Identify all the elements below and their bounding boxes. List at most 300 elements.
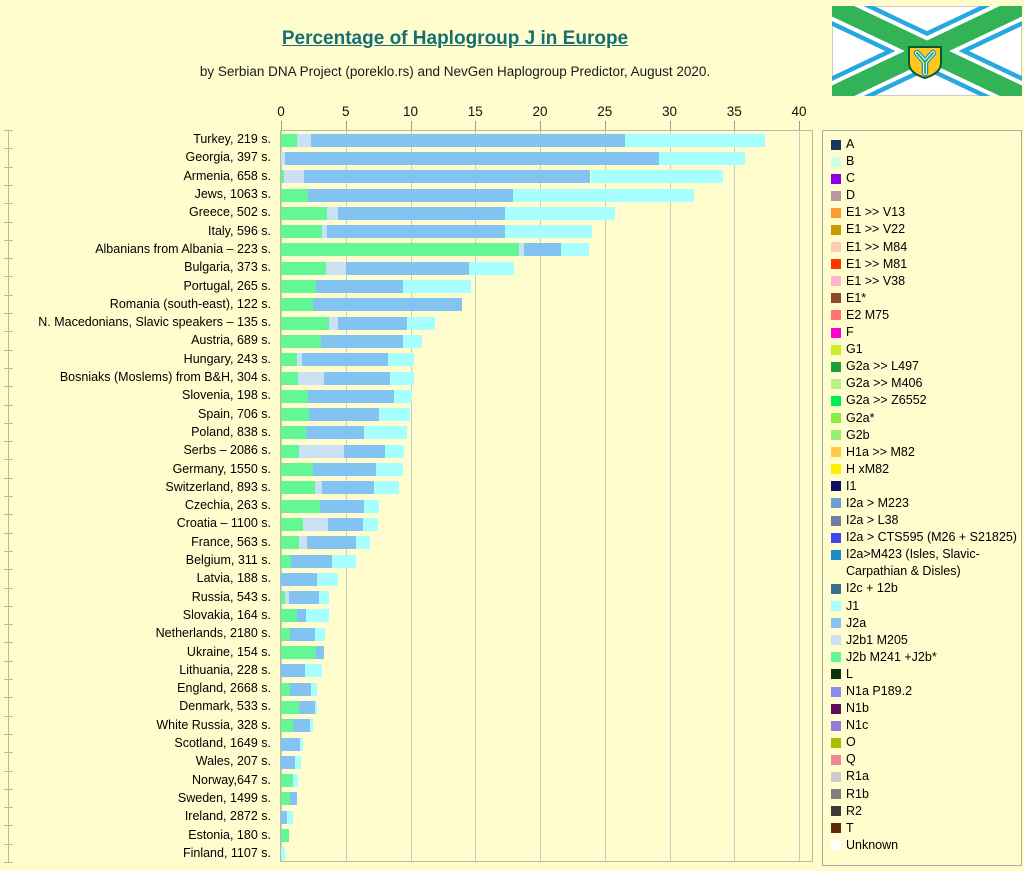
bar-segment-j2a [328,518,363,531]
legend-entry [831,666,1019,683]
bar-segment-j2a [306,426,364,439]
legend-color-chip [831,396,841,406]
legend-label: J1 [846,598,860,613]
legend-entry [831,786,1019,803]
legend-entry [831,529,1019,546]
row-label: Ireland, 2872 s. [184,809,271,824]
x-axis-tick-mark [670,121,671,130]
bar-segment-j1 [469,262,514,275]
row-label: Slovakia, 164 s. [182,607,271,622]
bar-segment-j2b-m241-j2b- [281,628,290,641]
bar-segment-j1 [319,591,329,604]
x-axis-tick-mark [411,121,412,130]
x-axis-tick-label: 20 [532,104,548,119]
bar-segment-j1 [407,317,435,330]
bar-segment-j2b-m241-j2b- [281,262,326,275]
bar-segment-j2b-m241-j2b- [281,536,299,549]
bar-segment-j1 [390,372,414,385]
bar-segment-j2a [285,152,659,165]
legend-color-chip [831,140,841,150]
bar-segment-j1 [300,738,303,751]
legend-color-chip [831,174,841,184]
bar-segment-j2a [308,390,394,403]
bar-segment-j1 [364,500,380,513]
bar-segment-j2b-m241-j2b- [281,500,320,513]
row-label: Czechia, 263 s. [184,498,271,513]
x-axis-tick-mark [346,121,347,130]
legend-color-chip [831,806,841,816]
bar-segment-j1 [293,774,299,787]
legend-color-chip [831,840,841,850]
bar-segment-j2b-m241-j2b- [281,683,290,696]
row-label: Slovenia, 198 s. [182,388,271,403]
row-label: Bosniaks (Moslems) from B&H, 304 s. [59,370,271,385]
row-label: Hungary, 243 s. [183,351,271,366]
bar-segment-j1 [363,518,379,531]
legend-label: E1* [846,290,867,305]
bar-segment-j1 [311,683,317,696]
bar-segment-j1 [394,390,412,403]
bar-segment-j1 [332,555,357,568]
bar-segment-j1 [561,243,589,256]
bar-segment-j1 [403,280,471,293]
legend-entry [831,615,1019,632]
row-label: Lithuania, 228 s. [179,662,271,677]
x-axis-tick-label: 40 [791,104,807,119]
legend-label: G2a >> L497 [846,359,919,374]
legend-color-chip [831,550,841,560]
bar-segment-j1 [376,463,404,476]
bar-segment-j2b-m241-j2b- [281,646,316,659]
x-axis-tick-label: 30 [661,104,678,119]
bar-segment-j2b-m241-j2b- [281,372,298,385]
x-axis-tick-label: 0 [277,104,285,119]
legend-entry [831,734,1019,751]
legend-entry [831,375,1019,392]
legend-color-chip [831,669,841,679]
bar-segment-j2a [321,335,403,348]
bar-segment-j1 [513,189,694,202]
bar-segment-j2a [281,573,317,586]
row-label: Armenia, 658 s. [183,168,271,183]
bar-segment-j2b-m241-j2b- [281,829,289,842]
row-label: Scotland, 1649 s. [174,736,271,751]
legend-entry [831,256,1019,273]
legend-entry [831,136,1019,153]
legend-color-chip [831,447,841,457]
legend-color-chip [831,345,841,355]
bar-segment-j2a [299,701,315,714]
bar-segment-j2a [316,646,324,659]
bar-segment-j2a [327,225,505,238]
legend-label: I2a > M223 [846,495,909,510]
legend-entry [831,204,1019,221]
legend-entry [831,239,1019,256]
chart-title: Percentage of Haplogroup J in Europe [281,28,629,49]
x-axis-tick-mark [799,121,800,130]
bar-segment-j1 [505,225,592,238]
legend-entry [831,546,1019,580]
legend-label: N1b [846,701,869,716]
bar-segment-j2b1-m205 [315,481,322,494]
serbian-dna-project-flag-logo [832,6,1022,96]
bar-segment-j1 [591,170,723,183]
bar-segment-j1 [403,335,422,348]
bar-segment-j2b-m241-j2b- [281,774,293,787]
legend-label: I2a>M423 (Isles, Slavic-Carpathian & Disles) [846,547,980,579]
bar-segment-j2b-m241-j2b- [281,335,321,348]
bar-segment-j2b-m241-j2b- [281,426,306,439]
gridline [605,131,606,861]
bar-segment-j1 [317,573,338,586]
bar-segment-j2b-m241-j2b- [281,463,313,476]
row-label: Albanians from Albania – 223 s. [95,241,271,256]
bar-segment-j2b1-m205 [299,445,344,458]
bar-segment-j1 [659,152,744,165]
row-label: Wales, 207 s. [195,754,271,769]
chart-subtitle: by Serbian DNA Project (poreklo.rs) and NevGen Haplogroup Predictor, August 2020. [199,64,711,79]
legend-entry [831,700,1019,717]
flag-shield [909,47,941,78]
bar-segment-j2a [281,756,295,769]
bar-segment-j1 [306,609,329,622]
legend-color-chip [831,157,841,167]
legend-label: L [846,666,853,681]
legend-color-chip [831,687,841,697]
legend-color-chip [831,379,841,389]
x-axis-tick-label: 25 [597,104,613,119]
legend-label: D [846,188,856,203]
x-axis-tick-mark [540,121,541,130]
legend-label: Unknown [846,837,899,852]
category-axis-tick [4,862,13,863]
bar-segment-j2b-m241-j2b- [281,481,315,494]
legend-entry [831,768,1019,785]
bar-segment-j2b-m241-j2b- [281,280,316,293]
row-label: Denmark, 533 s. [179,699,271,714]
legend-color-chip [831,259,841,269]
bar-segment-j2b-m241-j2b- [281,298,313,311]
legend-label: G2a >> Z6552 [846,393,927,408]
bar-segment-j2b-m241-j2b- [281,207,327,220]
legend-color-chip [831,464,841,474]
bar-segment-j2b-m241-j2b- [281,609,297,622]
legend-entry [831,495,1019,512]
x-axis-tick-mark [734,121,735,130]
bar-segment-j2a [302,353,389,366]
legend-color-chip [831,413,841,423]
legend-entry [831,580,1019,597]
x-axis-tick-mark [281,121,282,130]
legend-color-chip [831,276,841,286]
legend-color-chip [831,704,841,714]
legend-label: Q [846,752,856,767]
bar-segment-j2a [338,207,505,220]
bar-segment-j1 [356,536,370,549]
bar-segment-j2b-m241-j2b- [281,225,322,238]
legend-entry [831,410,1019,427]
row-label: Poland, 838 s. [191,424,271,439]
bar-segment-j1 [364,426,407,439]
bar-segment-j2a [346,262,469,275]
bar-segment-j2b-m241-j2b- [281,134,297,147]
bar-segment-j2a [322,481,374,494]
legend-label: H xM82 [846,461,890,476]
bar-segment-j2b-m241-j2b- [281,189,308,202]
legend-label: C [846,171,856,186]
bar-segment-j2b1-m205 [326,262,345,275]
legend-entry [831,290,1019,307]
legend-color-chip [831,328,841,338]
row-label: England, 2668 s. [177,681,271,696]
legend-label: F [846,325,854,340]
row-label: Russia, 543 s. [191,589,271,604]
legend-entry [831,683,1019,700]
bar-segment-j2a [308,189,513,202]
legend-label: B [846,154,855,169]
legend-entry [831,341,1019,358]
bar-segment-j2a [344,445,384,458]
bar-segment-j2a [281,738,300,751]
bar-segment-j2b1-m205 [299,536,307,549]
legend-label: I2a > L38 [846,513,899,528]
legend-color-chip [831,823,841,833]
bar-segment-j2a [316,280,403,293]
bar-segment-j2b-m241-j2b- [281,317,329,330]
legend-color-chip [831,618,841,628]
bar-segment-j2a [320,500,364,513]
bar-segment-j1 [305,664,322,677]
legend-entry [831,632,1019,649]
legend-label: R1b [846,786,869,801]
bar-segment-j2b1-m205 [303,518,328,531]
legend-label: I2c + 12b [846,581,898,596]
bar-segment-j2b1-m205 [297,134,311,147]
bar-segment-j1 [625,134,765,147]
legend-entry [831,170,1019,187]
x-axis-tick-mark [605,121,606,130]
bar-segment-j1 [388,353,414,366]
legend-color-chip [831,601,841,611]
row-label: Austria, 689 s. [191,333,271,348]
legend-label: G2a >> M406 [846,376,923,391]
bar-segment-j2b1-m205 [329,317,338,330]
legend-entry [831,803,1019,820]
legend-entry [831,837,1019,854]
legend-color-chip [831,516,841,526]
row-label: Serbs – 2086 s. [183,443,271,458]
row-label: Germany, 1550 s. [172,461,271,476]
legend-label: H1a >> M82 [846,444,915,459]
row-label: Bulgaria, 373 s. [184,260,271,275]
row-label: Jews, 1063 s. [194,187,271,202]
bar-segment-j2b-m241-j2b- [281,719,293,732]
gridline [475,131,476,861]
legend-color-chip [831,789,841,799]
legend-entry [831,358,1019,375]
row-label: Belgium, 311 s. [185,553,271,568]
legend-color-chip [831,481,841,491]
legend-label: R2 [846,803,862,818]
legend [822,130,1022,866]
legend-label: R1a [846,769,869,784]
row-label: Spain, 706 s. [198,406,271,421]
legend-color-chip [831,635,841,645]
bar-segment-j2a [307,536,356,549]
row-label: Latvia, 188 s. [196,571,271,586]
bar-segment-j2a [304,170,591,183]
bar-segment-j2b-m241-j2b- [281,408,309,421]
legend-entry [831,717,1019,734]
bar-segment-j2a [324,372,390,385]
legend-entry [831,461,1019,478]
bar-segment-j1 [374,481,399,494]
legend-label: E1 >> V22 [846,222,906,237]
bar-segment-j1 [379,408,410,421]
row-label: Portugal, 265 s. [183,278,271,293]
legend-color-chip [831,772,841,782]
legend-color-chip [831,584,841,594]
gridline [734,131,735,861]
row-label: Turkey, 219 s. [193,132,271,147]
row-label: Norway,647 s. [192,772,271,787]
legend-entry [831,273,1019,290]
bar-segment-j2a [313,298,462,311]
bar-segment-j2a [281,664,305,677]
legend-label: I2a > CTS595 (M26 + S21825) [846,530,1017,545]
legend-color-chip [831,755,841,765]
x-axis-tick-label: 15 [467,104,483,119]
row-label: France, 563 s. [191,534,271,549]
legend-entry [831,598,1019,615]
legend-entry [831,444,1019,461]
bar-segment-j1 [281,847,285,860]
row-label: Georgia, 397 s. [185,150,271,165]
legend-color-chip [831,310,841,320]
legend-entry [831,478,1019,495]
gridline [799,131,800,861]
bar-segment-j1 [310,719,313,732]
legend-label: G2b [846,427,870,442]
legend-label: J2b M241 +J2b* [846,649,937,664]
row-label: Italy, 596 s. [208,223,271,238]
bar-segment-j2a [291,555,331,568]
legend-color-chip [831,430,841,440]
bar-segment-j2a [309,408,379,421]
legend-label: T [846,820,854,835]
legend-color-chip [831,738,841,748]
x-axis-tick-mark [475,121,476,130]
legend-entry [831,512,1019,529]
bar-segment-j2a [289,591,319,604]
bar-segment-j2b-m241-j2b- [281,445,299,458]
bar-segment-j2b1-m205 [327,207,338,220]
legend-entry [831,187,1019,204]
legend-label: E2 M75 [846,307,890,322]
legend-color-chip [831,191,841,201]
bar-segment-j2a [290,683,311,696]
gridline [281,131,282,861]
x-axis-tick-label: 10 [402,104,419,119]
row-label: Finland, 1107 s. [182,845,271,860]
bar-segment-j1 [315,628,325,641]
legend-label: G1 [846,342,863,357]
row-label: Romania (south-east), 122 s. [109,296,271,311]
legend-entry [831,221,1019,238]
bar-segment-j2a [524,243,560,256]
row-label: Switzerland, 893 s. [165,479,271,494]
bar-segment-j2b-m241-j2b- [281,701,299,714]
legend-color-chip [831,242,841,252]
legend-entry [831,307,1019,324]
bar-segment-j2a [290,628,315,641]
bar-segment-j2b-m241-j2b- [281,518,303,531]
bar-segment-j2b-m241-j2b- [281,555,291,568]
legend-entry [831,153,1019,170]
gridline [670,131,671,861]
legend-entry [831,820,1019,837]
gridline [540,131,541,861]
row-label: Netherlands, 2180 s. [155,626,271,641]
legend-label: E1 >> M81 [846,256,908,271]
bar-segment-j2a [313,463,376,476]
bar-segment-j2b-m241-j2b- [281,792,290,805]
legend-color-chip [831,362,841,372]
bar-segment-j2a [338,317,407,330]
bar-segment-j1 [385,445,404,458]
bar-segment-j2b1-m205 [284,170,303,183]
bar-segment-j2b-m241-j2b- [281,390,308,403]
legend-label: E1 >> M84 [846,239,908,254]
gridline [411,131,412,861]
legend-entry [831,751,1019,768]
legend-entry [831,649,1019,666]
row-label: White Russia, 328 s. [156,717,271,732]
bar-segment-j1 [505,207,615,220]
plot-area [280,130,813,862]
gridline [346,131,347,861]
x-axis-tick-label: 35 [726,104,742,119]
legend-label: J2b1 M205 [846,632,908,647]
legend-entry [831,324,1019,341]
row-label: Sweden, 1499 s. [177,790,271,805]
legend-color-chip [831,533,841,543]
legend-entry [831,392,1019,409]
legend-color-chip [831,293,841,303]
bar-segment-j1 [295,756,301,769]
bar-segment-j1 [315,701,317,714]
legend-label: A [846,137,855,151]
legend-label: O [846,735,856,750]
legend-label: N1c [846,718,869,733]
row-label: Ukraine, 154 s. [186,644,271,659]
legend-color-chip [831,721,841,731]
bar-segment-j2a [293,719,310,732]
row-label: Croatia – 1100 s. [176,516,271,531]
bar-segment-j2b-m241-j2b- [281,243,519,256]
legend-label: E1 >> V38 [846,273,906,288]
row-label: Greece, 502 s. [189,205,271,220]
legend-color-chip [831,498,841,508]
legend-label: J2a [846,615,867,630]
legend-label: I1 [846,478,857,493]
row-label: Estonia, 180 s. [188,827,271,842]
bar-segment-j2a [311,134,626,147]
legend-entry [831,427,1019,444]
legend-label: N1a P189.2 [846,684,913,698]
bar-segment-j2b1-m205 [298,372,324,385]
legend-color-chip [831,652,841,662]
